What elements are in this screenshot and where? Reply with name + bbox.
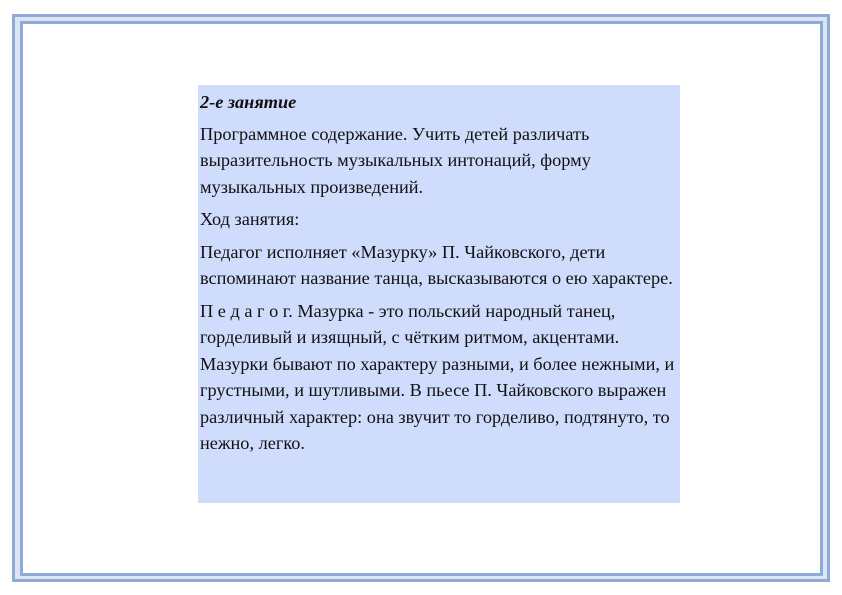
lesson-progress-heading: Ход занятия: <box>200 209 300 229</box>
lesson-text-block <box>198 85 680 503</box>
program-content-paragraph: Программное содержание. Учить детей различать выразительность музыкальных интонаций, форму музыкальных произведений. <box>200 123 591 197</box>
teacher-performs-paragraph: Педагог исполняет «Мазурку» П. Чайковского, дети вспоминают название танца, высказываются о ею характере. <box>200 241 673 288</box>
lesson-heading: 2-е занятие <box>200 92 297 112</box>
teacher-explanation-paragraph: П е д а г о г. Мазурка - это польский народный танец, горделивый и изящный, с чётким ритмом, акцентами. Мазурки бывают по характеру разными, и более нежными, и грустными, и шутливыми. В пьесе П. Чайковского выражен различный характер: она звучит то горделиво, подтянуто, то нежно, легко. <box>200 300 675 453</box>
